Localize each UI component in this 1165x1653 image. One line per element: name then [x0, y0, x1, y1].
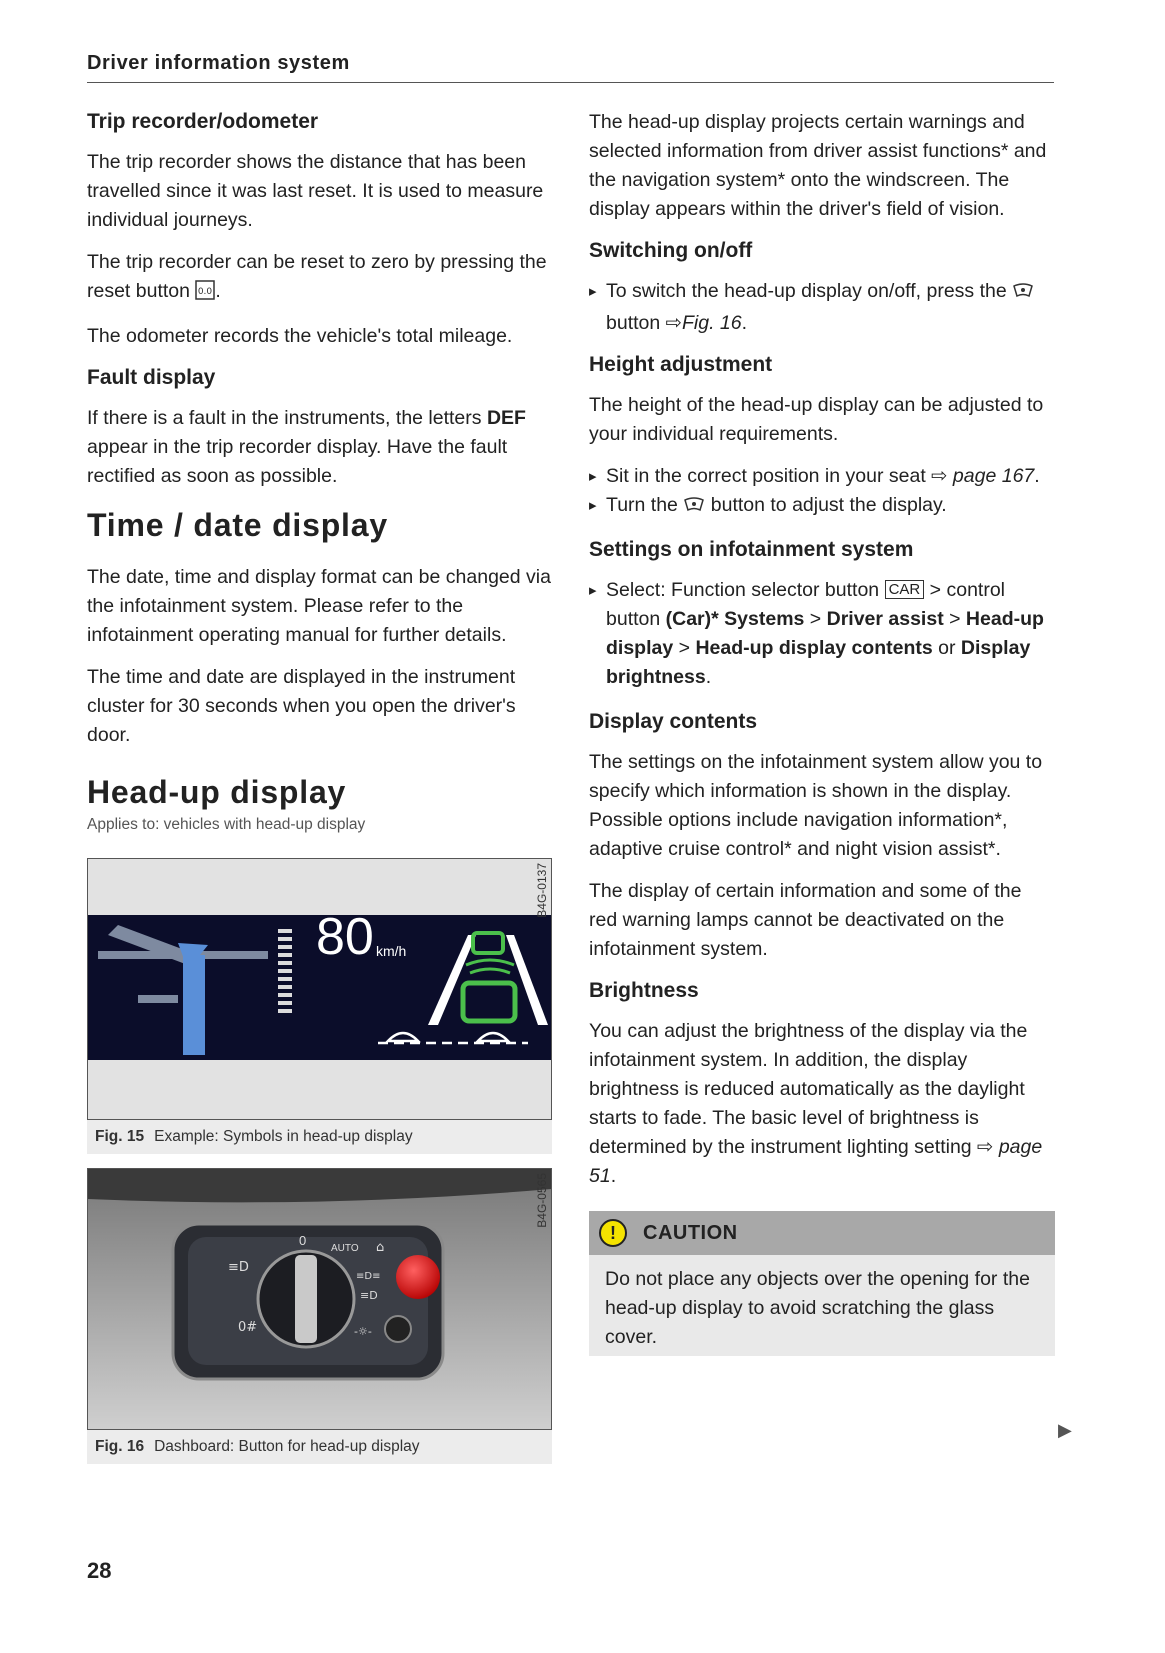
settings-end: .	[705, 666, 712, 688]
svg-text:≡D: ≡D	[360, 1289, 378, 1302]
figure-15-label: Fig. 15	[95, 1128, 145, 1145]
height-b1-end: .	[1034, 465, 1040, 487]
height-b1-text: Sit in the correct position in your seat ⇨	[606, 465, 948, 487]
figure-16-caption-text: Dashboard: Button for head-up display	[154, 1438, 420, 1455]
brightness-paragraph	[589, 1017, 1055, 1191]
svg-text:≡D: ≡D	[228, 1260, 249, 1275]
speed-value: 80	[316, 908, 374, 966]
settings-driver-assist: Driver assist	[826, 608, 944, 630]
settings-heading: Settings on infotainment system	[589, 538, 914, 561]
figure-16-code: B4G-0565	[535, 1173, 549, 1228]
settings-hud-contents: Head-up display contents	[695, 637, 933, 659]
svg-text:0.0: 0.0	[198, 287, 213, 297]
figure-15-image	[87, 858, 552, 1120]
figure-16-label: Fig. 16	[95, 1438, 145, 1455]
settings-sep-2: >	[949, 608, 961, 630]
settings-or: or	[938, 637, 956, 659]
trip-paragraph-1: The trip recorder shows the distance that has been travelled since it was last reset. It is used to measure individual journeys.	[87, 151, 544, 231]
height-b2-text-a: Turn the	[606, 494, 678, 516]
figure-15	[87, 858, 552, 1154]
time-paragraph-2: The time and date are displayed in the instrument cluster for 30 seconds when you open the driver's door.	[87, 666, 516, 746]
right-column	[589, 108, 1055, 1356]
svg-text:-☼-: -☼-	[354, 1325, 372, 1338]
settings-text-a: Select: Function selector button	[606, 579, 880, 601]
switch-text-a: To switch the head-up display on/off, press the	[606, 280, 1007, 302]
triangle-right-icon: ▶	[1058, 1420, 1072, 1440]
hud-button-icon	[1012, 280, 1034, 309]
settings-hud: Head-up display	[606, 608, 1044, 659]
page-number: 28	[87, 1558, 112, 1583]
time-paragraph-1: The date, time and display format can be changed via the infotainment system. Please refer to the infotainment operating manual for further details.	[87, 566, 551, 646]
fault-paragraph	[87, 404, 552, 491]
contents-paragraph-2: The display of certain information and some of the red warning lamps cannot be deactivated on the infotainment system.	[589, 880, 1022, 960]
height-bullet-2	[589, 491, 1055, 523]
contents-heading: Display contents	[589, 710, 758, 733]
figure-16-image	[87, 1168, 552, 1430]
fault-text-a: If there is a fault in the instruments, the letters	[87, 407, 482, 429]
caution-title: CAUTION	[643, 1221, 738, 1244]
switch-heading: Switching on/off	[589, 239, 753, 262]
left-column	[87, 108, 552, 1464]
height-b2-text-b: button to adjust the display.	[710, 494, 947, 516]
brightness-page-ref[interactable]: page 51	[589, 1136, 1043, 1187]
fault-def: DEF	[486, 407, 526, 429]
light-switch-auto: AUTO	[331, 1243, 359, 1254]
brightness-end: .	[610, 1165, 617, 1187]
brightness-heading: Brightness	[589, 979, 699, 1002]
trip-p2-text: The trip recorder can be reset to zero by pressing the reset button	[87, 251, 547, 302]
settings-sep-3: >	[678, 637, 691, 659]
settings-sep-1: >	[809, 608, 822, 630]
svg-text:⌂: ⌂	[376, 1240, 385, 1255]
settings-systems: Systems	[724, 608, 805, 630]
figure-16	[87, 1168, 552, 1464]
height-page-ref[interactable]: page 167	[952, 465, 1035, 487]
caution-header	[589, 1211, 1055, 1255]
hud-button-icon-2	[683, 494, 705, 523]
switch-text-b: button ⇨	[606, 312, 682, 334]
svg-text:0#: 0#	[238, 1320, 258, 1335]
dashboard-illustration	[88, 1169, 551, 1429]
brightness-text: You can adjust the brightness of the display via the infotainment system. In addition, the display brightness is reduced automatically as the daylight starts to fade. The basic level of brightness is determined by the instrument lighting setting ⇨	[589, 1020, 1028, 1158]
trip-paragraph-2	[87, 248, 552, 309]
caution-box	[589, 1211, 1055, 1356]
header-title: Driver information system	[87, 52, 350, 74]
fault-text-b: appear in the trip recorder display. Have the fault rectified as soon as possible.	[87, 436, 508, 487]
trip-p2-end: .	[215, 280, 221, 302]
trip-paragraph-3: The odometer records the vehicle's total mileage.	[87, 325, 513, 347]
height-paragraph: The height of the head-up display can be adjusted to your individual requirements.	[589, 394, 1044, 445]
caution-text: Do not place any objects over the opening for the head-up display to avoid scratching the glass cover.	[605, 1268, 1030, 1348]
switch-text-c: .	[741, 312, 748, 334]
settings-text-b: > control button	[606, 579, 1006, 630]
light-switch-zero: 0	[299, 1233, 307, 1248]
contents-paragraph-1: The settings on the infotainment system allow you to specify which information is shown in the display. Possible options include navigation information*, adaptive cruise control* and night vision assist*.	[589, 751, 1043, 860]
figure-16-caption	[87, 1430, 552, 1464]
hud-screen	[88, 908, 551, 1060]
figure-15-code: B4G-0137	[535, 863, 549, 918]
time-heading: Time / date display	[87, 507, 388, 543]
height-bullet-1	[589, 462, 1055, 491]
height-heading: Height adjustment	[589, 353, 773, 376]
figure-15-caption-text: Example: Symbols in head-up display	[154, 1128, 413, 1145]
settings-brightness: Display brightness	[606, 637, 1031, 688]
hud-intro: The head-up display projects certain warnings and selected information from driver assist functions* and the navigation system* onto the windscreen. The display appears within the driver's field of vision.	[589, 111, 1047, 220]
trip-heading: Trip recorder/odometer	[87, 110, 319, 133]
running-header	[87, 52, 1054, 83]
fault-heading: Fault display	[87, 366, 216, 389]
speed-unit: km/h	[376, 943, 407, 959]
figure-15-caption	[87, 1120, 552, 1154]
settings-bullet	[589, 576, 1055, 692]
caution-icon: !	[599, 1219, 627, 1247]
switch-bullet	[589, 277, 1055, 338]
settings-car-menu: (Car)*	[665, 608, 719, 630]
switch-fig-ref[interactable]: Fig. 16	[681, 312, 742, 334]
svg-text:≡D≡: ≡D≡	[356, 1271, 381, 1282]
reset-button-icon	[195, 280, 215, 309]
applies-to: Applies to: vehicles with head-up display	[87, 816, 366, 833]
car-button-label: CAR	[885, 580, 925, 599]
hud-heading: Head-up display	[87, 774, 347, 810]
